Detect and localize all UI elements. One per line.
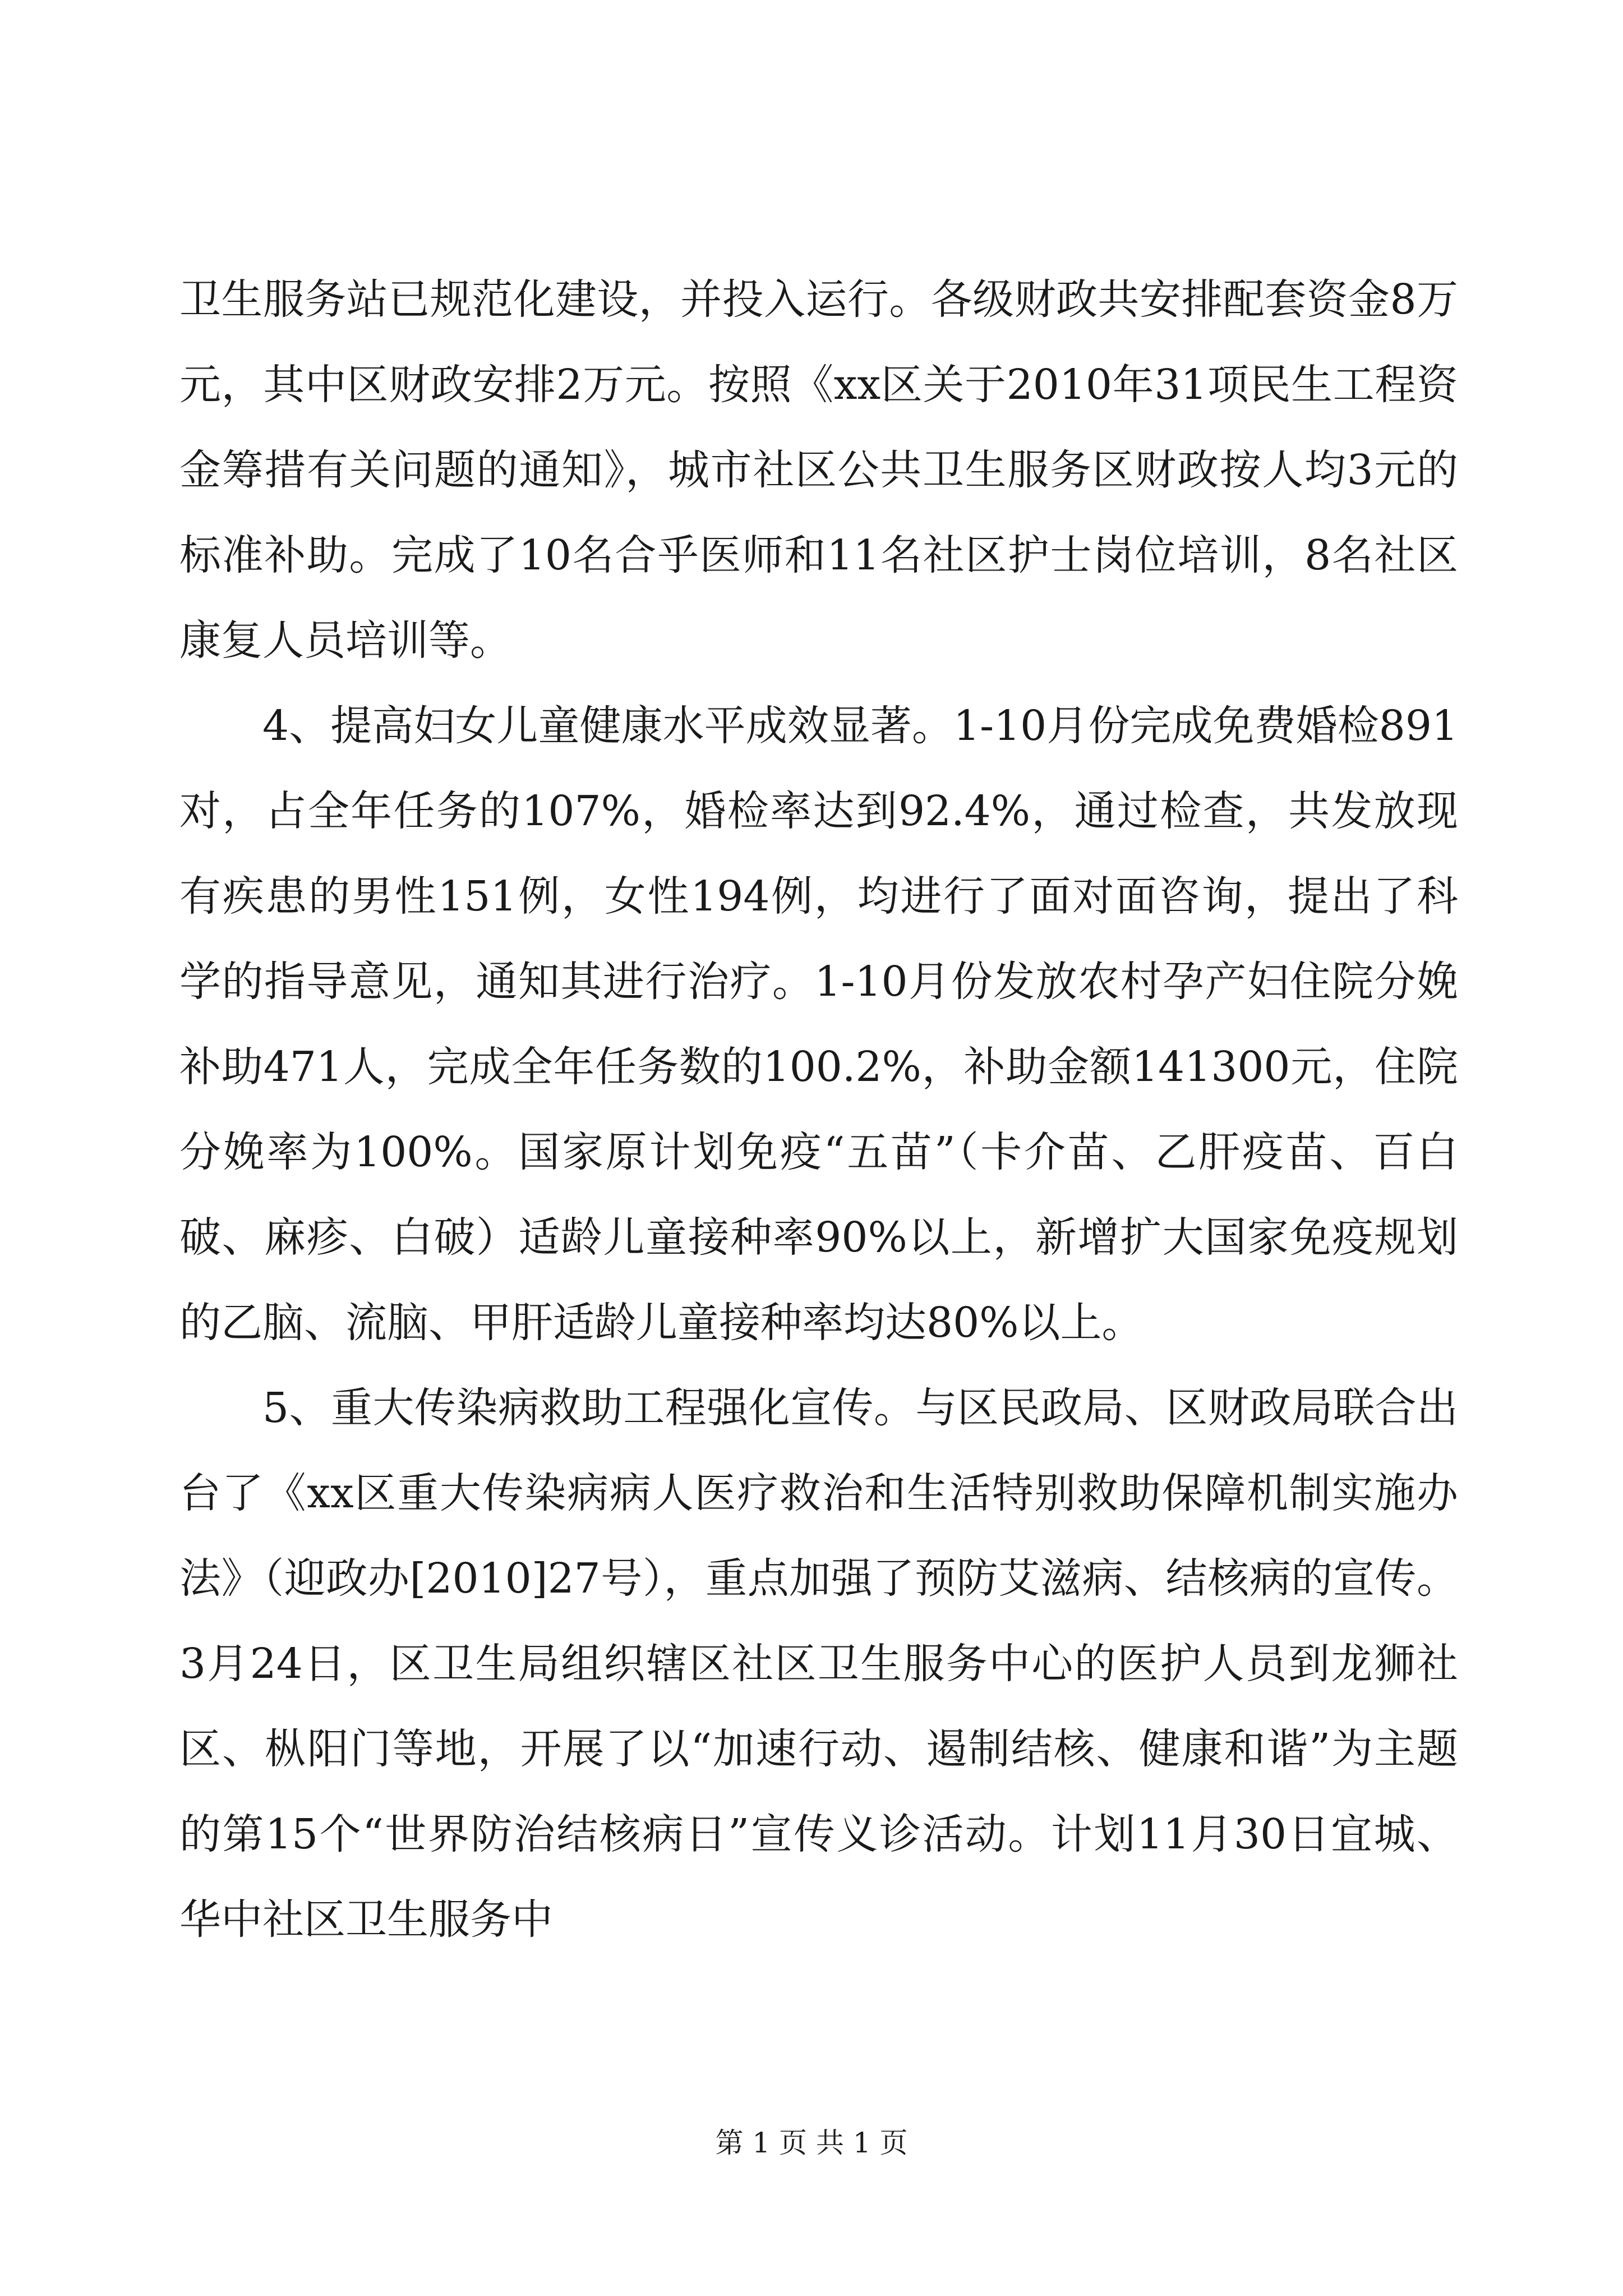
paragraph-infectious-disease: 5、重大传染病救助工程强化宣传。与区民政局、区财政局联合出台了《xx区重大传染病病人医疗救治和生活特别救助保障机制实施办法》（迎政办[2010]27号），重点加强了预防艾滋病、结核病的宣传。3月24日，区卫生局组织辖区社区卫生服务中心的医护人员到龙狮社区、枞阳门等地，开展了以“加速行动、遏制结核、健康和谐”为主题的第15个“世界防治结核病日”宣传义诊活动。计划11月30日宜城、华中社区卫生服务中 — [179, 1384, 1458, 1944]
paragraph-continuation: 卫生服务站已规范化建设，并投入运行。各级财政共安排配套资金8万元，其中区财政安排2万元。按照《xx区关于2010年31项民生工程资金筹措有关问题的通知》，城市社区公共卫生服务区财政按人均3元的标准补助。完成了10名合乎医师和11名社区护士岗位培训，8名社区康复人员培训等。 — [179, 275, 1458, 665]
paragraph-maternal-child-health: 4、提高妇女儿童健康水平成效显著。1-10月份完成免费婚检891对，占全年任务的107%，婚检率达到92.4%，通过检查，共发放现有疾患的男性151例，女性194例，均进行了面对面咨询，提出了科学的指导意见，通知其进行治疗。1-10月份发放农村孕产妇住院分娩补助471人，完成全年任务数的100.2%，补助金额141300元，住院分娩率为100%。国家原计划免疫“五苗”（卡介苗、乙肝疫苗、百白破、麻疹、白破）适龄儿童接种率90%以上，新增扩大国家免疫规划的乙脑、流脑、甲肝适龄儿童接种率均达80%以上。 — [179, 702, 1458, 1347]
page-footer: 第 1 页 共 1 页 — [715, 2127, 908, 2159]
document-body — [179, 257, 1458, 1962]
